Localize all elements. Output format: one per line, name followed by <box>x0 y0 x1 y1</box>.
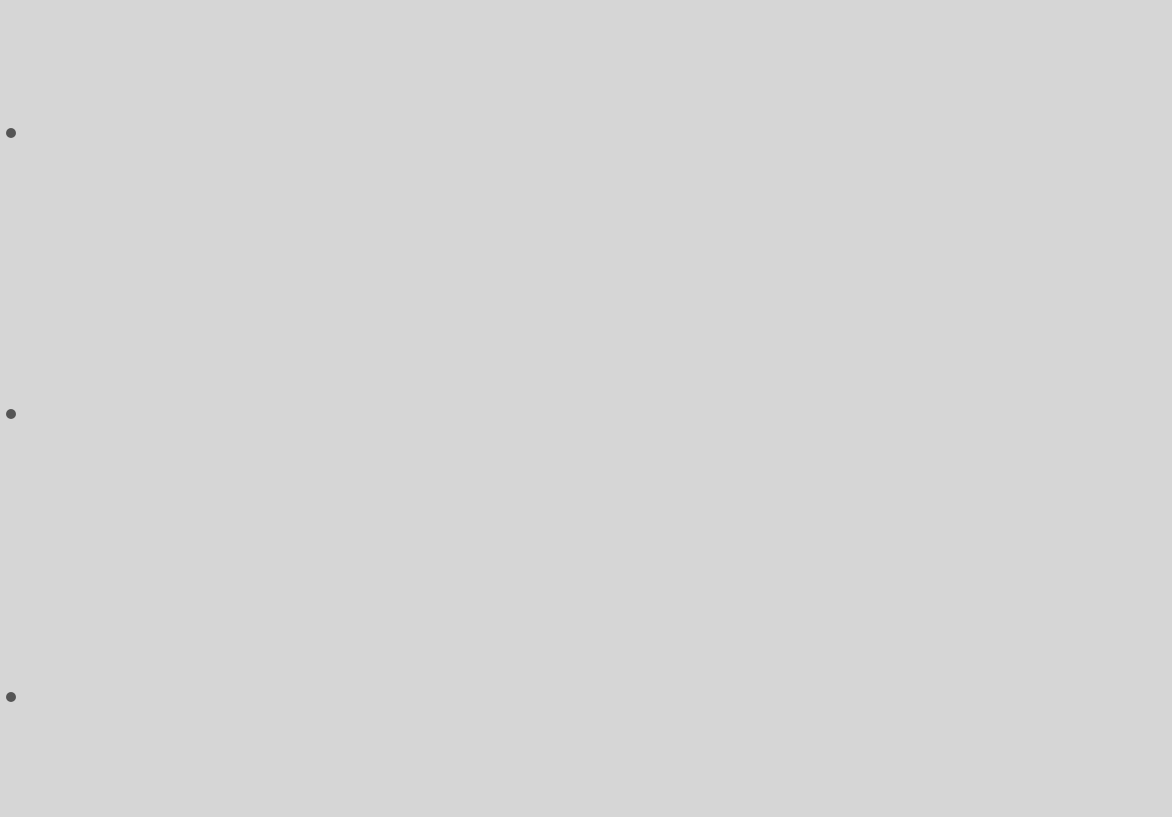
binder-hole <box>6 409 16 419</box>
binder-hole <box>6 692 16 702</box>
binder-hole <box>6 128 16 138</box>
